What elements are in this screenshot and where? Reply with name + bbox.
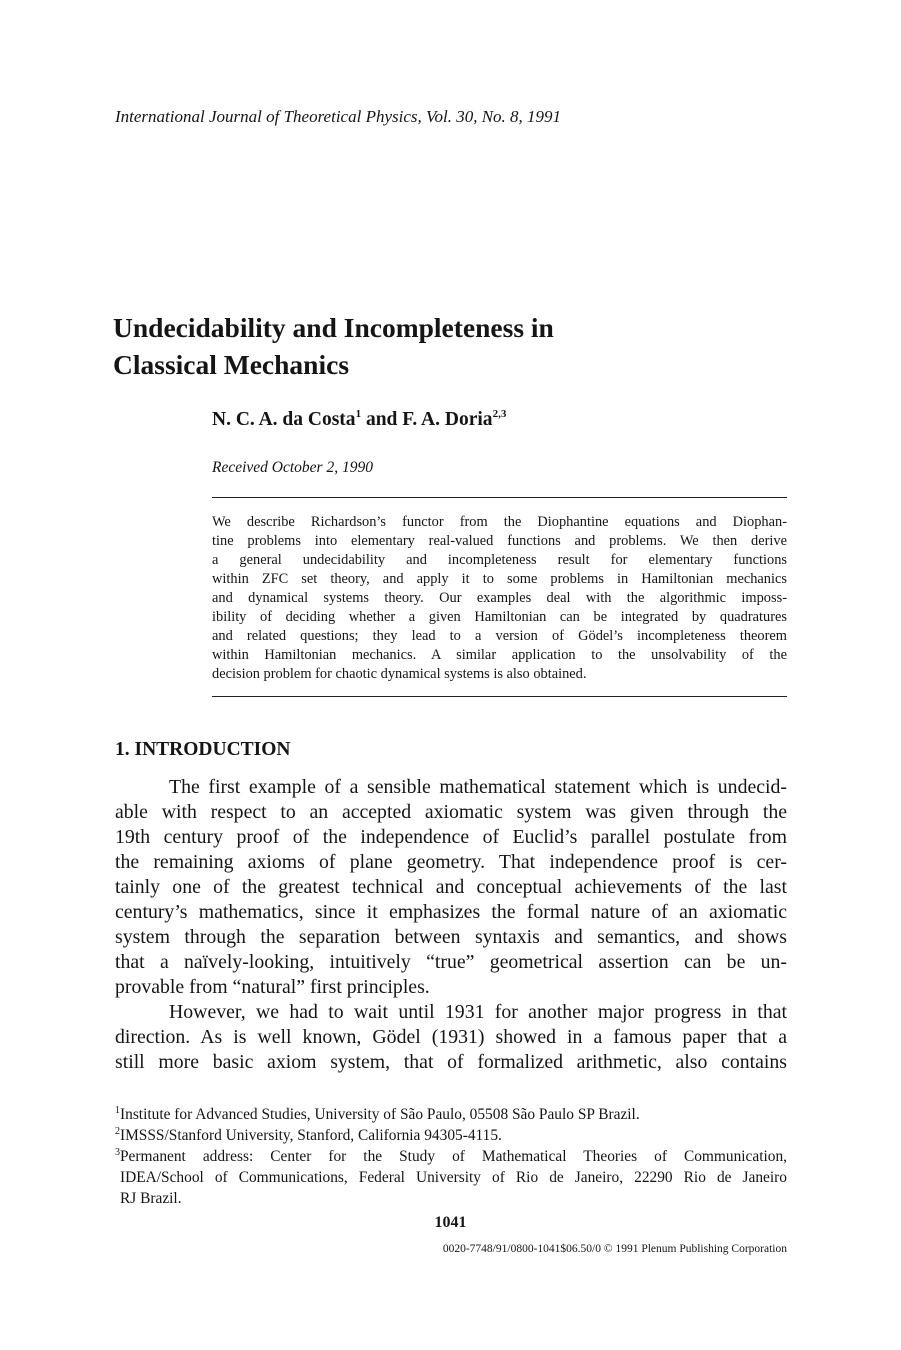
footnote-mark: 1 <box>115 1105 120 1116</box>
footnote-2 <box>115 1125 787 1146</box>
section-heading: 1. INTRODUCTION <box>115 739 291 760</box>
body-line: still more basic axiom system, that of formalized arithmetic, also contains <box>115 1051 787 1073</box>
body-line: tainly one of the greatest technical and conceptual achievements of the last <box>115 876 787 898</box>
author-name: N. C. A. da Costa <box>212 409 356 430</box>
title-line: Undecidability and Incompleteness in <box>113 312 554 343</box>
copyright-line: 0020-7748/91/0800-1041$06.50/0 © 1991 Plenum Publishing Corporation <box>442 1243 787 1255</box>
body-text <box>115 775 787 1075</box>
body-line: direction. As is well known, Gödel (1931) showed in a famous paper that a <box>115 1026 787 1048</box>
received-date: Received October 2, 1990 <box>212 459 373 476</box>
author-list <box>212 409 506 431</box>
journal-citation: International Journal of Theoretical Physics, Vol. 30, No. 8, 1991 <box>115 107 562 126</box>
footnote-mark: 2 <box>115 1126 120 1137</box>
footnote-3-continuation: IDEA/School of Communications, Federal University of Rio de Janeiro, 22290 Rio de Janeiro <box>120 1169 787 1186</box>
footnote-3-continuation: RJ Brazil. <box>120 1190 182 1207</box>
abstract-line: ibility of deciding whether a given Hamiltonian can be integrated by quadratures <box>212 609 787 625</box>
footnote-mark: 3 <box>115 1147 120 1158</box>
footnotes <box>115 1104 787 1209</box>
abstract-line: and dynamical systems theory. Our examples deal with the algorithmic imposs- <box>212 590 787 606</box>
affiliation-mark: 2,3 <box>492 408 507 420</box>
abstract-line: within ZFC set theory, and apply it to some problems in Hamiltonian mechanics <box>212 571 787 587</box>
title-line: Classical Mechanics <box>113 349 350 380</box>
abstract-line: and related questions; they lead to a version of Gödel’s incompleteness theorem <box>212 628 787 644</box>
abstract-bottom-rule <box>212 696 787 697</box>
abstract-line: tine problems into elementary real-valued functions and problems. We then derive <box>212 533 787 549</box>
body-line: However, we had to wait until 1931 for another major progress in that <box>169 1001 787 1023</box>
abstract <box>212 513 787 684</box>
abstract-line: a general undecidability and incompleteness result for elementary functions <box>212 552 787 568</box>
body-line: The first example of a sensible mathematical statement which is undecid- <box>169 776 787 798</box>
footnote-3 <box>115 1146 787 1167</box>
footnote-text: Permanent address: Center for the Study of Mathematical Theories of Communication, <box>120 1148 787 1165</box>
body-line: system through the separation between syntaxis and semantics, and shows <box>115 926 787 948</box>
page-number: 1041 <box>434 1214 467 1231</box>
body-line: century’s mathematics, since it emphasizes the formal nature of an axiomatic <box>115 901 787 923</box>
body-line: provable from “natural” first principles. <box>115 976 430 998</box>
abstract-line: within Hamiltonian mechanics. A similar application to the unsolvability of the <box>212 647 787 663</box>
body-line: that a naïvely-looking, intuitively “true” geometrical assertion can be un- <box>115 951 787 973</box>
author-conjunction: and <box>361 409 403 430</box>
paper-title <box>113 309 753 383</box>
footnote-text: Institute for Advanced Studies, University of São Paulo, 05508 São Paulo SP Brazil. <box>120 1106 640 1123</box>
abstract-line: decision problem for chaotic dynamical systems is also obtained. <box>212 666 587 682</box>
abstract-top-rule <box>212 497 787 498</box>
body-line: 19th century proof of the independence of Euclid’s parallel postulate from <box>115 826 787 848</box>
abstract-line: We describe Richardson’s functor from the Diophantine equations and Diophan- <box>212 514 787 530</box>
body-line: the remaining axioms of plane geometry. That independence proof is cer- <box>115 851 787 873</box>
author-name: F. A. Doria <box>402 409 493 430</box>
footnote-1 <box>115 1104 787 1125</box>
body-line: able with respect to an accepted axiomatic system was given through the <box>115 801 787 823</box>
affiliation-mark: 1 <box>355 408 362 420</box>
footnote-text: IMSSS/Stanford University, Stanford, California 94305-4115. <box>120 1127 502 1144</box>
